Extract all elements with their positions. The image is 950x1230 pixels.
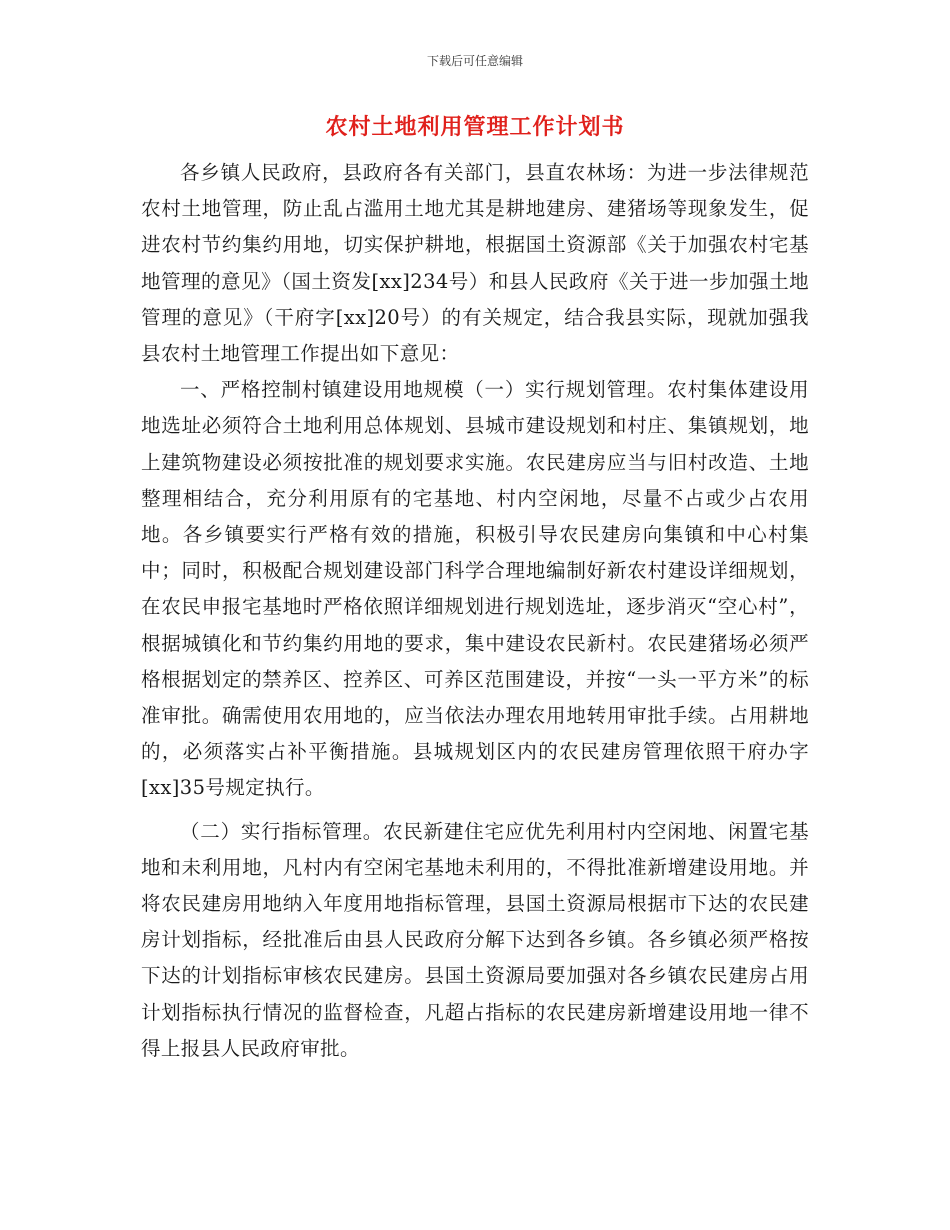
- paragraph-section-1: 一、严格控制村镇建设用地规模（一）实行规划管理。农村集体建设用地选址必须符合土地利用总体规划、县城市建设规划和村庄、集镇规划，地上建筑物建设必须按批准的规划要求实施。农民建房应当与旧村改造、土地整理相结合，充分利用原有的宅基地、村内空闲地，尽量不占或少占农用地。各乡镇要实行严格有效的措施，积极引导农民建房向集镇和中心村集中；同时，积极配合规划建设部门科学合理地编制好新农村建设详细规划，在农民申报宅基地时严格依照详细规划进行规划选址，逐步消灭“空心村”，根据城镇化和节约集约用地的要求，集中建设农民新村。农民建猪场必须严格根据划定的禁养区、控养区、可养区范围建设，并按“一头一平方米”的标准审批。确需使用农用地的，应当依法办理农用地转用审批手续。占用耕地的，必须落实占补平衡措施。县城规划区内的农民建房管理依照干府办字[xx]35号规定执行。: [141, 378, 809, 800]
- document-body: [141, 155, 809, 1067]
- paragraph-section-2: （二）实行指标管理。农民新建住宅应优先利用村内空闲地、闲置宅基地和未利用地，凡村内有空闲宅基地未利用的，不得批准新增建设用地。并将农民建房用地纳入年度用地指标管理，县国土资源局根据市下达的农民建房计划指标，经批准后由县人民政府分解下达到各乡镇。各乡镇必须严格按下达的计划指标审核农民建房。县国土资源局要加强对各乡镇农民建房占用计划指标执行情况的监督检查，凡超占指标的农民建房新增建设用地一律不得上报县人民政府审批。: [141, 819, 809, 1060]
- page-header-note: 下载后可任意编辑: [426, 54, 523, 68]
- paragraph-intro: 各乡镇人民政府，县政府各有关部门，县直农林场：为进一步法律规范农村土地管理，防止乱占滥用土地尤其是耕地建房、建猪场等现象发生，促进农村节约集约用地，切实保护耕地，根据国土资源部《关于加强农村宅基地管理的意见》（国土资发[xx]234号）和县人民政府《关于进一步加强土地管理的意见》（干府字[xx]20号）的有关规定，结合我县实际，现就加强我县农村土地管理工作提出如下意见：: [141, 161, 809, 366]
- document-title: 农村土地利用管理工作计划书: [325, 115, 625, 140]
